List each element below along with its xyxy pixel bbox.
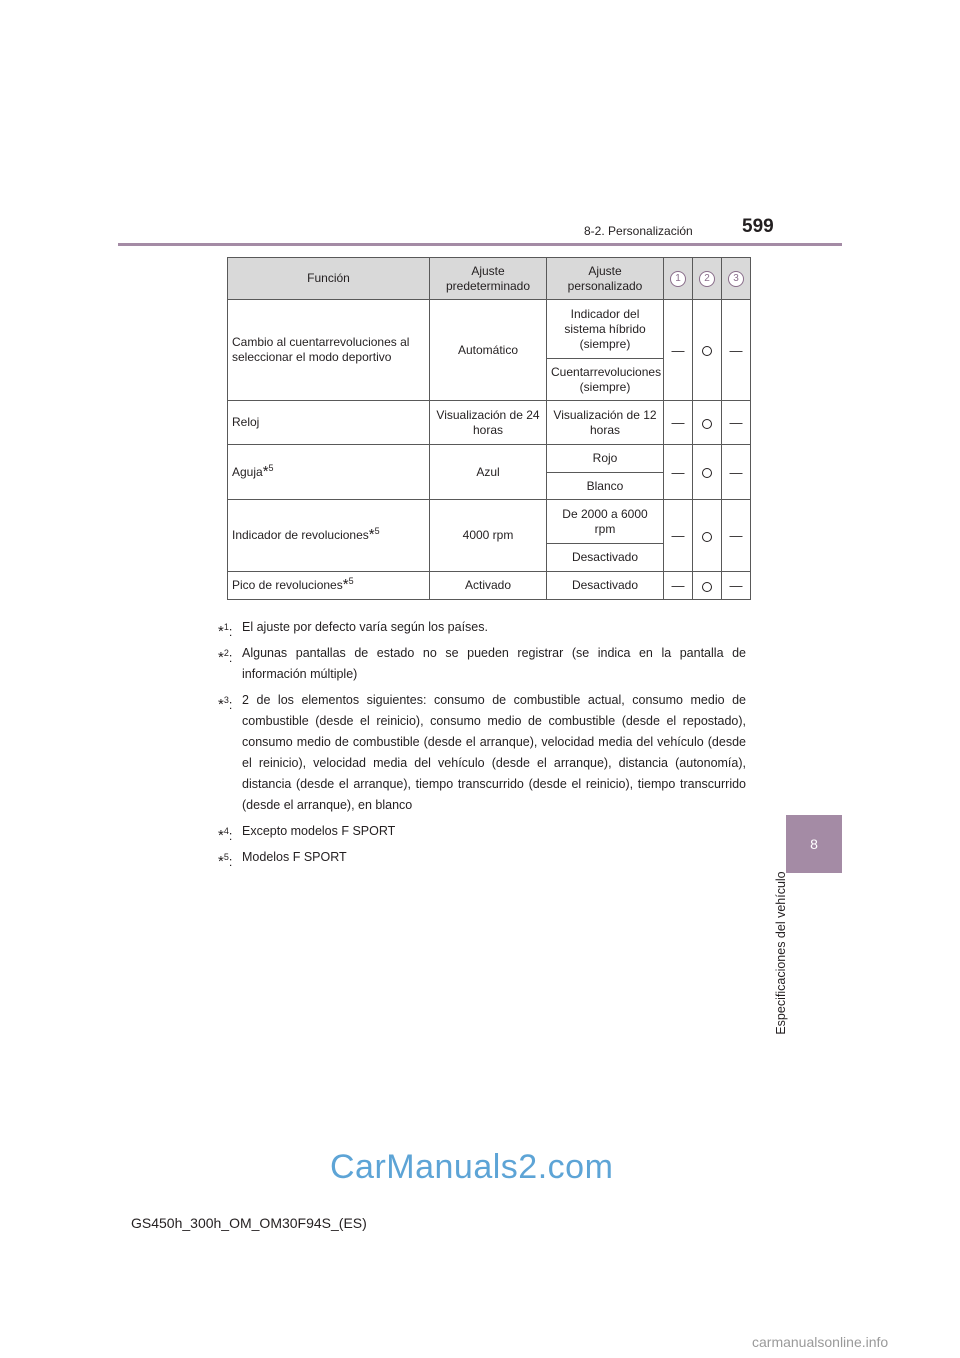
header-rule	[118, 243, 842, 246]
footnote-marker: *$^1$:	[218, 622, 233, 640]
footnote-text: Modelos F SPORT	[242, 850, 347, 864]
col2-circle	[693, 500, 722, 572]
function-cell: Aguja*$^5$	[228, 445, 430, 500]
number-1-icon: 1	[670, 271, 686, 287]
circle-icon	[702, 346, 712, 356]
footnote-text: 2 de los elementos siguientes: consumo de combustible actual, consumo medio de combustible (desde el reinicio), consumo medio de combustible (desde el repostado), consumo medio de combustible (desde el arranque), velocidad media del vehículo (desde el reinicio), velocidad media del vehículo (desde el arranque), distancia (autonomía), distancia (desde el arranque), tiempo transcurrido (desde el reinicio), tiempo transcurrido (desde el arranque), en blanco	[242, 693, 746, 812]
custom-cell: Visualización de 12 horas	[547, 401, 664, 445]
col1-dash: —	[664, 445, 693, 500]
watermark-logo: CarManuals2.com	[330, 1148, 614, 1186]
col3-dash: —	[722, 500, 751, 572]
chapter-label: Especificaciones del vehículo	[774, 871, 788, 1035]
function-cell: Cambio al cuentarrevoluciones al seleccionar el modo deportivo	[228, 300, 430, 401]
col3-dash: —	[722, 401, 751, 445]
footnote-text: Algunas pantallas de estado no se pueden registrar (se indica en la pantalla de información múltiple)	[242, 646, 746, 681]
circle-icon	[702, 532, 712, 542]
table-row	[228, 572, 751, 600]
default-cell: 4000 rpm	[430, 500, 547, 572]
custom-cell: Blanco	[547, 473, 664, 500]
column-header-2	[693, 258, 722, 300]
custom-cell: Rojo	[547, 445, 664, 473]
footnote	[218, 690, 746, 816]
footnote-text: El ajuste por defecto varía según los países.	[242, 620, 488, 634]
col1-dash: —	[664, 300, 693, 401]
footnote-marker: *$^2$:	[218, 648, 233, 666]
table-row	[228, 445, 751, 473]
default-cell: Automático	[430, 300, 547, 401]
col3-dash: —	[722, 445, 751, 500]
col3-dash: —	[722, 572, 751, 600]
chapter-number: 8	[810, 836, 818, 852]
default-cell: Activado	[430, 572, 547, 600]
column-header-custom: Ajuste personalizado	[547, 258, 664, 300]
function-cell: Reloj	[228, 401, 430, 445]
footnote	[218, 821, 746, 842]
chapter-tab	[786, 815, 842, 873]
custom-cell: Desactivado	[547, 544, 664, 572]
table-header-row	[228, 258, 751, 300]
circle-icon	[702, 468, 712, 478]
number-3-icon: 3	[728, 271, 744, 287]
watermark-url: carmanualsonline.info	[752, 1334, 889, 1350]
document-code: GS450h_300h_OM_OM30F94S_(ES)	[131, 1215, 367, 1231]
footnotes	[218, 617, 746, 873]
custom-cell: Desactivado	[547, 572, 664, 600]
column-header-function: Función	[228, 258, 430, 300]
custom-cell: De 2000 a 6000 rpm	[547, 500, 664, 544]
col2-circle	[693, 445, 722, 500]
custom-cell: Indicador del sistema híbrido (siempre)	[547, 300, 664, 359]
table-row	[228, 300, 751, 359]
footnote-marker: *$^3$:	[218, 695, 233, 713]
table-row	[228, 401, 751, 445]
custom-cell: Cuentarrevoluciones (siempre)	[547, 359, 664, 401]
footnote	[218, 847, 746, 868]
settings-table	[227, 257, 751, 600]
default-cell: Visualización de 24 horas	[430, 401, 547, 445]
col1-dash: —	[664, 401, 693, 445]
circle-icon	[702, 419, 712, 429]
col1-dash: —	[664, 500, 693, 572]
function-cell: Indicador de revoluciones*$^5$	[228, 500, 430, 572]
column-header-default: Ajuste predeterminado	[430, 258, 547, 300]
col3-dash: —	[722, 300, 751, 401]
table-row	[228, 500, 751, 544]
number-2-icon: 2	[699, 271, 715, 287]
circle-icon	[702, 582, 712, 592]
column-header-3	[722, 258, 751, 300]
default-cell: Azul	[430, 445, 547, 500]
function-cell: Pico de revoluciones*$^5$	[228, 572, 430, 600]
footnote	[218, 643, 746, 685]
footnote	[218, 617, 746, 638]
section-title: 8-2. Personalización	[584, 224, 693, 238]
col2-circle	[693, 300, 722, 401]
footnote-marker: *$^5$:	[218, 852, 233, 870]
column-header-1	[664, 258, 693, 300]
footnote-marker: *$^4$:	[218, 826, 233, 844]
footnote-text: Excepto modelos F SPORT	[242, 824, 396, 838]
col2-circle	[693, 401, 722, 445]
page-number: 599	[742, 216, 774, 237]
col1-dash: —	[664, 572, 693, 600]
col2-circle	[693, 572, 722, 600]
